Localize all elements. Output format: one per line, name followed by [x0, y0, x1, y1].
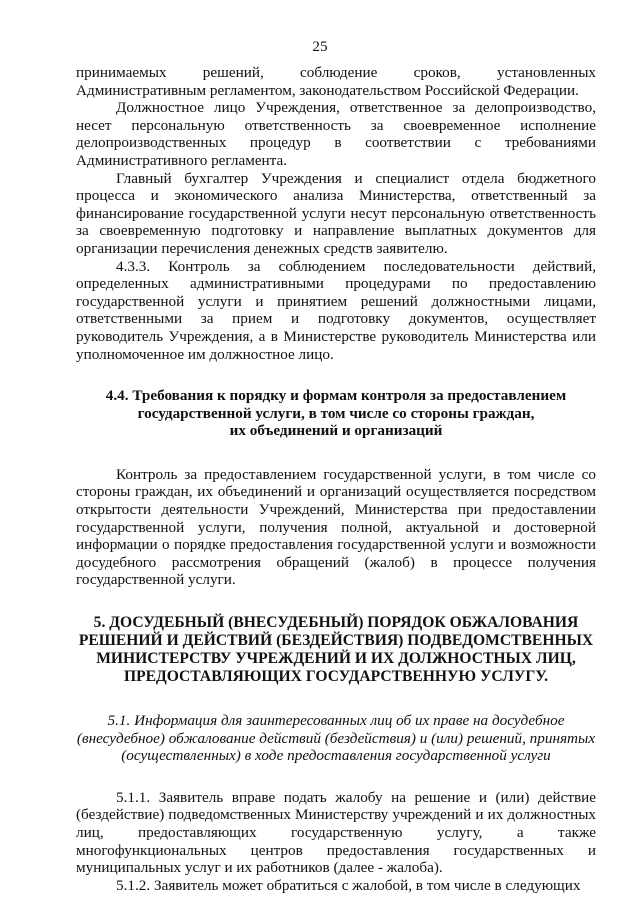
page-number: 25 [312, 38, 328, 55]
heading-section-5-line: РЕШЕНИЙ И ДЕЙСТВИЙ (БЕЗДЕЙСТВИЯ) ПОДВЕДОМСТВЕННЫХ [78, 632, 594, 650]
heading-section-5-line: 5. ДОСУДЕБНЫЙ (ВНЕСУДЕБНЫЙ) ПОРЯДОК ОБЖАЛОВАНИЯ [93, 614, 579, 632]
heading-4-4 [76, 387, 596, 440]
paragraph-public-control: Контроль за предоставлением государственной услуги, в том числе со стороны граждан, их объединений и организаций осуществляется посредством открытости деятельности Учреждений, Министерства при предоставлении государственной услуги, получения полной, актуальной и достоверной информации о порядке предоставления государственной услуги и возможности досудебного рассмотрения обращений (жалоб) в процессе получения государственной услуги. [76, 465, 596, 589]
paragraph-records-officer: Должностное лицо Учреждения, ответственное за делопроизводство, несет персональную ответственность за своевременное исполнение делопроизводственных процедур в соответствии с требованиями Административного регламента. [76, 99, 596, 169]
heading-section-5 [76, 614, 596, 686]
paragraph-5-1-2: 5.1.2. Заявитель может обратиться с жалобой, в том числе в следующих [116, 876, 581, 894]
heading-5-1-line: (внесудебное) обжалование действий (бездействия) и (или) решений, принятых [76, 729, 596, 747]
heading-4-4-line: 4.4. Требования к порядку и формам контроля за предоставлением [105, 387, 567, 405]
page-content [76, 64, 596, 894]
heading-section-5-line: ПРЕДОСТАВЛЯЮЩИХ ГОСУДАРСТВЕННУЮ УСЛУГУ. [123, 668, 549, 686]
heading-4-4-line: государственной услуги, в том числе со стороны граждан, [137, 404, 535, 422]
heading-5-1-line: (осуществленных) в ходе предоставления государственной услуги [121, 747, 551, 765]
heading-5-1 [76, 712, 596, 765]
paragraph-4-3-3: 4.3.3. Контроль за соблюдением последовательности действий, определенных административными процедурами по предоставлению государственной услуги и принятием решений должностными лицами, ответственными за прием и подготовку документов, осуществляет руководитель Учреждения, а в Министерстве руководитель Министерства или уполномоченное им должностное лицо. [76, 257, 596, 363]
heading-5-1-line: 5.1. Информация для заинтересованных лиц об их праве на досудебное [107, 712, 565, 730]
heading-section-5-line: МИНИСТЕРСТВУ УЧРЕЖДЕНИЙ И ИХ ДОЛЖНОСТНЫХ ЛИЦ, [96, 650, 576, 668]
heading-4-4-line: их объединений и организаций [229, 422, 443, 440]
paragraph-5-1-1: 5.1.1. Заявитель вправе подать жалобу на решение и (или) действие (бездействие) подведомственных Министерству учреждений и их должностных лиц, предоставляющих государственную услугу, а также многофункциональных центров предоставления государственных и муниципальных услуг и их работников (далее - жалоба). [76, 788, 596, 877]
paragraph-chief-accountant: Главный бухгалтер Учреждения и специалист отдела бюджетного процесса и экономического анализа Министерства, ответственный за финансирование государственной услуги несут персональную ответственность за своевременную подготовку и направление выплатных документов для организации перечисления денежных средств заявителю. [76, 169, 596, 257]
paragraph-continuation: принимаемых решений, соблюдение сроков, установленных Административным регламентом, законодательством Российской Федерации. [76, 64, 596, 99]
